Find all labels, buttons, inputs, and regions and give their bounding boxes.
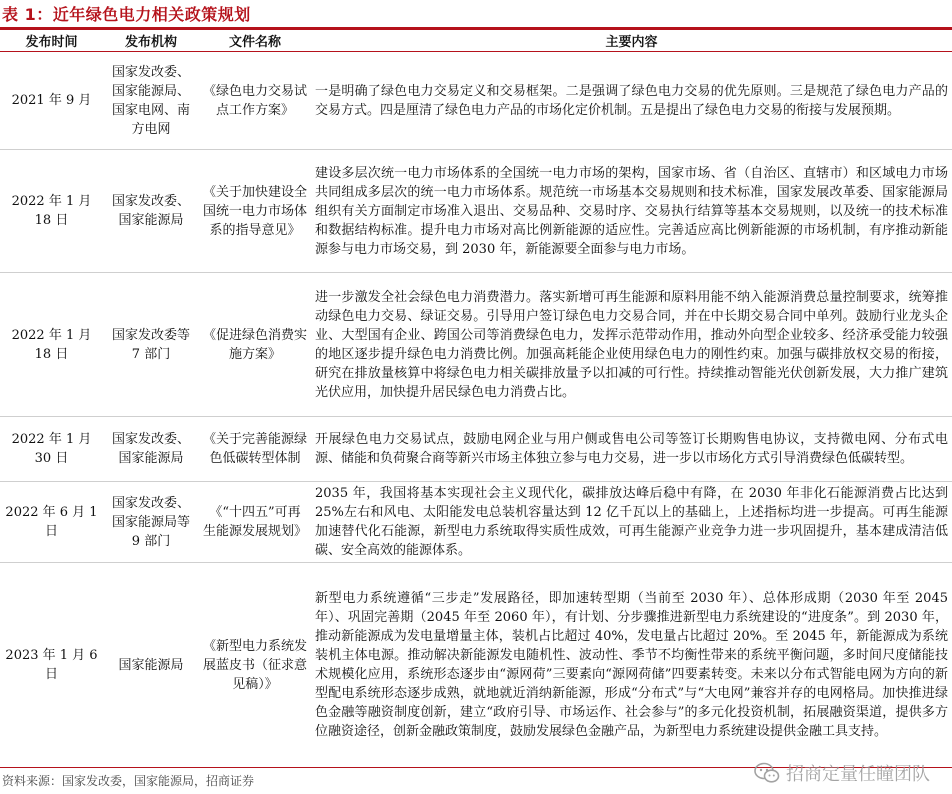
cell-org: 国家发改委、国家能源局 <box>103 150 199 273</box>
source-note: 资料来源：国家发改委，国家能源局，招商证券 <box>2 774 255 788</box>
table-row <box>0 563 952 768</box>
table-row <box>0 482 952 563</box>
cell-date: 2022 年 1 月 30 日 <box>0 417 103 482</box>
header-doc: 文件名称 <box>228 35 281 50</box>
cell-content: 建设多层次统一电力市场体系的全国统一电力市场的架构，国家市场、省（自治区、直辖市）和区域电力市场共同组成多层次的统一电力市场体系。规范统一市场基本交易规则和技术标准，国家发展改革委、国家能源局组织有关方面制定市场准入退出、交易品种、交易时序、交易执行结算等基本交易规则，以及统一的技术标准和数据结构标准。提升电力市场对高比例新能源的适应性。完善适应高比例新能源的市场机制，有序推动新能源参与电力市场交易，到 2030 年，新能源要全面参与电力市场。 <box>311 150 952 273</box>
cell-doc: 《关于完善能源绿色低碳转型体制 <box>199 417 311 482</box>
cell-content: 开展绿色电力交易试点，鼓励电网企业与用户侧或售电公司等签订长期购售电协议，支持微电网、分布式电源、储能和负荷聚合商等新兴市场主体独立参与电力交易，进一步以市场化方式引导消费绿色低碳转型。 <box>311 417 952 482</box>
header-org: 发布机构 <box>124 35 177 50</box>
cell-content: 进一步激发全社会绿色电力消费潜力。落实新增可再生能源和原料用能不纳入能源消费总量控制要求，统筹推动绿色电力交易、绿证交易。引导用户签订绿色电力交易合同，并在中长期交易合同中单列。鼓励行业龙头企业、大型国有企业、跨国公司等消费绿色电力，发挥示范带动作用，推动外向型企业较多、经济承受能力较强的地区逐步提升绿色电力消费比例。加强高耗能企业使用绿色电力的刚性约束。加强与碳排放权交易的衔接，研究在排放量核算中将绿色电力相关碳排放量予以扣减的可行性。持续推动智能光伏创新发展，大力推广建筑光伏应用，加快提升居民绿色电力消费占比。 <box>311 273 952 417</box>
cell-date: 2022 年 1 月 18 日 <box>0 273 103 417</box>
cell-doc: 《关于加快建设全国统一电力市场体系的指导意见》 <box>199 150 311 273</box>
cell-doc: 《促进绿色消费实施方案》 <box>199 273 311 417</box>
table-row <box>0 150 952 273</box>
cell-content: 一是明确了绿色电力交易定义和交易框架。二是强调了绿色电力交易的优先原则。三是规范了绿色电力产品的交易方式。四是厘清了绿色电力产品的市场化定价机制。五是提出了绿色电力交易的衔接与发展预期。 <box>311 52 952 150</box>
cell-doc: 《绿色电力交易试点工作方案》 <box>199 52 311 150</box>
table-row <box>0 52 952 150</box>
table-title: 表 1：近年绿色电力相关政策规划 <box>2 5 251 24</box>
cell-doc: 《新型电力系统发展蓝皮书（征求意见稿）》 <box>199 563 311 768</box>
cell-org: 国家能源局 <box>103 563 199 768</box>
wechat-icon <box>754 762 780 784</box>
policy-table <box>0 27 952 768</box>
cell-content: 2035 年，我国将基本实现社会主义现代化，碳排放达峰后稳中有降，在 2030 年非化石能源消费占比达到 25%左右和风电、太阳能发电总装机容量达到 12 亿千瓦以上的基础上，上述指标均进一步提高。可再生能源加速替代化石能源，新型电力系统取得实质性成效，可再生能源产业竞争力进一步巩固提升，基本建成清洁低碳、安全高效的能源体系。 <box>311 482 952 563</box>
cell-date: 2023 年 1 月 6 日 <box>0 563 103 768</box>
cell-content: 新型电力系统遵循“三步走”发展路径，即加速转型期（当前至 2030 年）、总体形成期（2030 年至 2045 年）、巩固完善期（2045 年至 2060 年），有计划、分步骤推进新型电力系统建设的“进度条”。到 2030 年，推动新能源成为发电量增量主体，装机占比超过 40%，发电量占比超过 20%。至 2045 年，新能源成为系统装机主体电源。推动解决新能源发电随机性、波动性、季节不均衡性带来的系统平衡问题，多时间尺度储能技术规模化应用，系统形态逐步由“源网荷”三要素向“源网荷储”四要素转变。未来以分布式智能电网为方向的新型配电系统形态逐步成熟，就地就近消纳新能源，形成“分布式”与“大电网”兼容并存的电网格局。加快推进绿色金融等融资制度创新，建立“政府引导、市场运作、社会参与”的多元化投资机制，拓展融资渠道，提供多方位融资途径，创新金融政策制度，鼓励发展绿色金融产品，为新型电力系统建设提供金融工具支持。 <box>311 563 952 768</box>
table-row <box>0 273 952 417</box>
header-date: 发布时间 <box>25 35 78 50</box>
table-header-row <box>0 29 952 52</box>
cell-date: 2021 年 9 月 <box>0 52 103 150</box>
cell-org: 国家发改委、国家能源局等 9 部门 <box>103 482 199 563</box>
table-row <box>0 417 952 482</box>
cell-doc: 《“十四五”可再生能源发展规划》 <box>199 482 311 563</box>
cell-org: 国家发改委等 7 部门 <box>103 273 199 417</box>
cell-date: 2022 年 6 月 1 日 <box>0 482 103 563</box>
cell-org: 国家发改委、国家能源局、国家电网、南方电网 <box>103 52 199 150</box>
cell-date: 2022 年 1 月 18 日 <box>0 150 103 273</box>
watermark-text: 招商定量任瞳团队 <box>786 764 930 785</box>
table-title-bar <box>0 0 952 27</box>
header-content: 主要内容 <box>605 35 658 50</box>
watermark <box>754 760 930 786</box>
cell-org: 国家发改委、国家能源局 <box>103 417 199 482</box>
